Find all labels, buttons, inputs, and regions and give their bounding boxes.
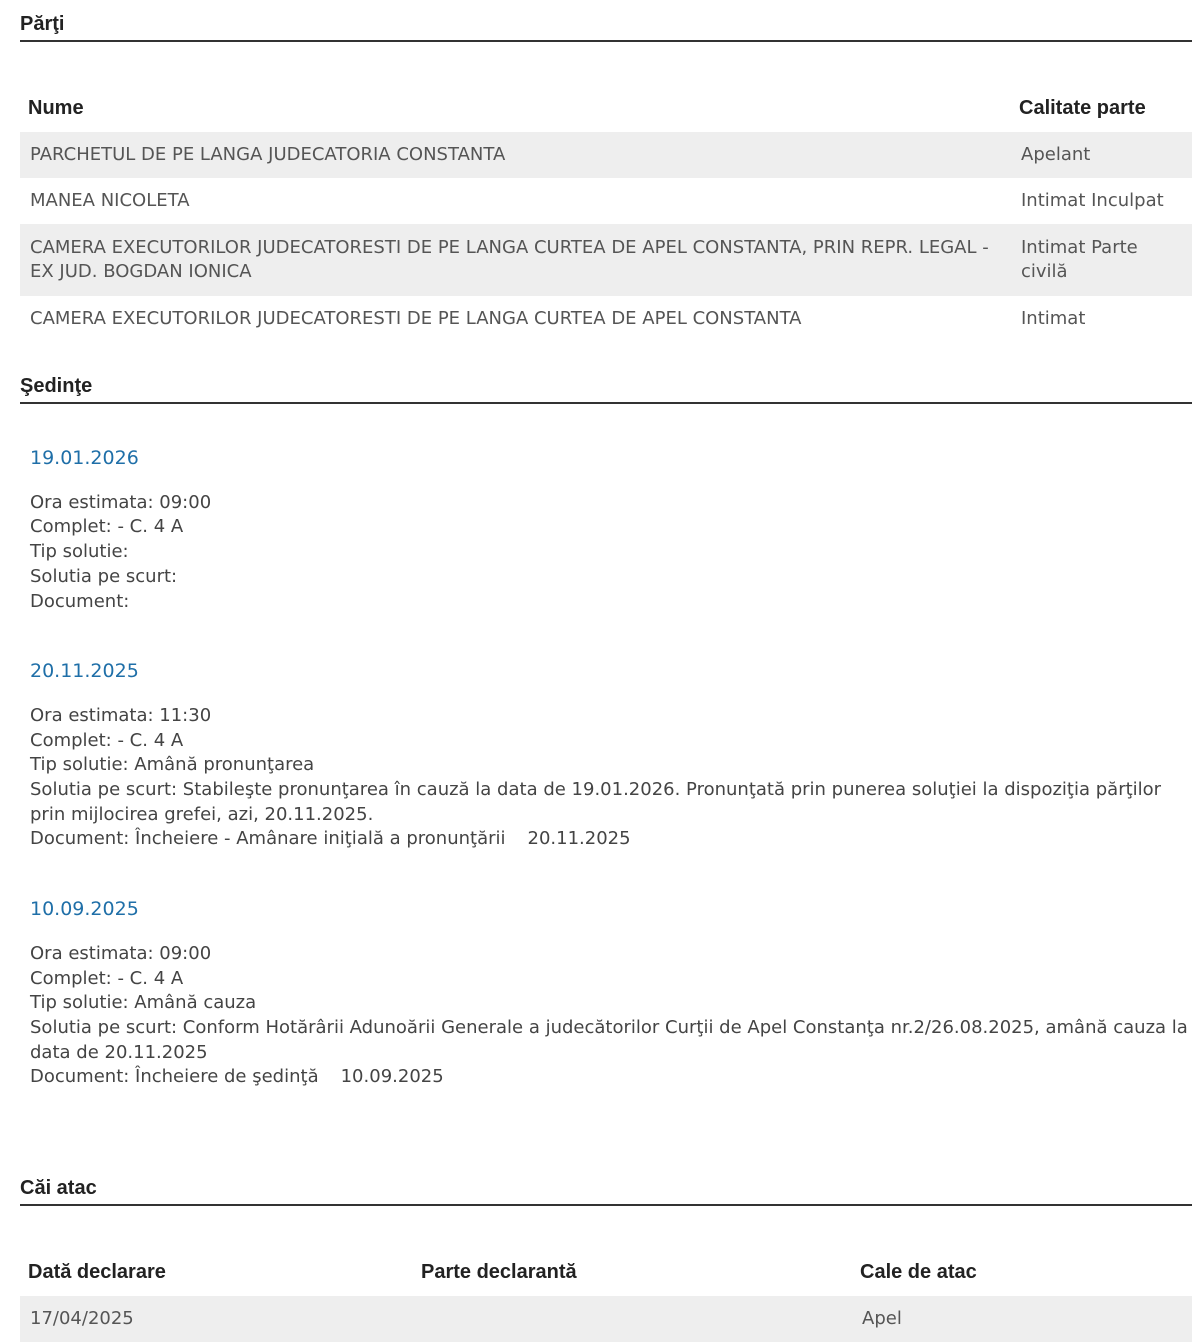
session-complet: Complet: - C. 4 A	[30, 516, 184, 538]
session-document	[30, 590, 1192, 615]
sedinte-section-title: Şedinţe	[20, 362, 1192, 404]
session-item	[20, 897, 1192, 1090]
column-header-data-declarare: Dată declarare	[28, 1261, 166, 1284]
table-row	[20, 296, 1192, 342]
session-item	[20, 446, 1192, 614]
session-solutia: Solutia pe scurt: Stabileşte pronunţarea în cauză la data de 19.01.2026. Pronunţată prin punerea soluţiei la dispoziţia părţilor prin mijlocirea grefei, azi, 20.11.2025.	[30, 779, 1162, 825]
column-header-nume: Nume	[28, 97, 84, 119]
table-row	[20, 224, 1192, 296]
session-document-date: 10.09.2025	[340, 1066, 444, 1088]
table-row	[20, 132, 1192, 178]
session-document-label[interactable]: Document: Încheiere - Amânare iniţială a pronunţării	[30, 828, 506, 850]
column-header-cale-de-atac: Cale de atac	[860, 1261, 977, 1284]
party-name: CAMERA EXECUTORILOR JUDECATORESTI DE PE LANGA CURTEA DE APEL CONSTANTA, PRIN REPR. LEGAL - EX JUD. BOGDAN IONICA	[20, 224, 1011, 296]
table-header-row	[20, 68, 1192, 132]
session-complet: Complet: - C. 4 A	[30, 967, 184, 989]
party-role: Intimat Parte civilă	[1011, 224, 1192, 296]
declaration-date: 17/04/2025	[20, 1296, 413, 1342]
party-role: Apelant	[1011, 132, 1192, 178]
session-ora: Ora estimata: 09:00	[30, 491, 212, 513]
session-ora: Ora estimata: 09:00	[30, 942, 212, 964]
session-document	[30, 827, 1192, 852]
case-details	[20, 0, 1192, 1342]
party-role: Intimat	[1021, 308, 1086, 329]
column-header-parte-declaranta: Parte declarantă	[421, 1261, 577, 1284]
session-solutia: Solutia pe scurt:	[30, 565, 178, 587]
parti-table	[20, 68, 1192, 342]
session-document-date: 20.11.2025	[527, 828, 631, 850]
party-name: PARCHETUL DE PE LANGA JUDECATORIA CONSTANTA	[20, 132, 1011, 178]
session-item	[20, 659, 1192, 852]
cai-atac-section-title: Căi atac	[20, 1164, 1192, 1206]
party-role: Intimat Inculpat	[1021, 190, 1164, 211]
session-tip-solutie: Tip solutie:	[30, 541, 129, 563]
table-header-row	[20, 1232, 1192, 1296]
declaring-party	[413, 1296, 852, 1342]
session-solutia: Solutia pe scurt: Conform Hotărârii Adunoării Generale a judecătorilor Curţii de Apel Constanţa nr.2/26.08.2025, amână cauza la data de 20.11.2025	[30, 1016, 1188, 1063]
session-complet: Complet: - C. 4 A	[30, 729, 184, 751]
session-document-label[interactable]: Document: Încheiere de şedinţă	[30, 1066, 319, 1088]
session-ora: Ora estimata: 11:30	[30, 704, 212, 726]
cai-atac-table	[20, 1232, 1192, 1342]
parti-section-title: Părţi	[20, 0, 1192, 42]
session-document	[30, 1065, 1192, 1090]
session-date[interactable]: 19.01.2026	[30, 447, 139, 469]
appeal-type: Apel	[852, 1296, 1192, 1342]
session-date[interactable]: 20.11.2025	[30, 660, 139, 683]
table-row	[20, 178, 1192, 224]
session-tip-solutie: Tip solutie: Amână pronunţarea	[30, 754, 315, 776]
party-name: MANEA NICOLETA	[30, 190, 190, 211]
column-header-calitate: Calitate parte	[1019, 97, 1146, 119]
session-tip-solutie: Tip solutie: Amână cauza	[30, 992, 257, 1014]
table-row	[20, 1296, 1192, 1342]
party-name: CAMERA EXECUTORILOR JUDECATORESTI DE PE LANGA CURTEA DE APEL CONSTANTA	[30, 308, 802, 329]
session-date[interactable]: 10.09.2025	[30, 898, 139, 921]
session-document-label: Document:	[30, 590, 130, 612]
